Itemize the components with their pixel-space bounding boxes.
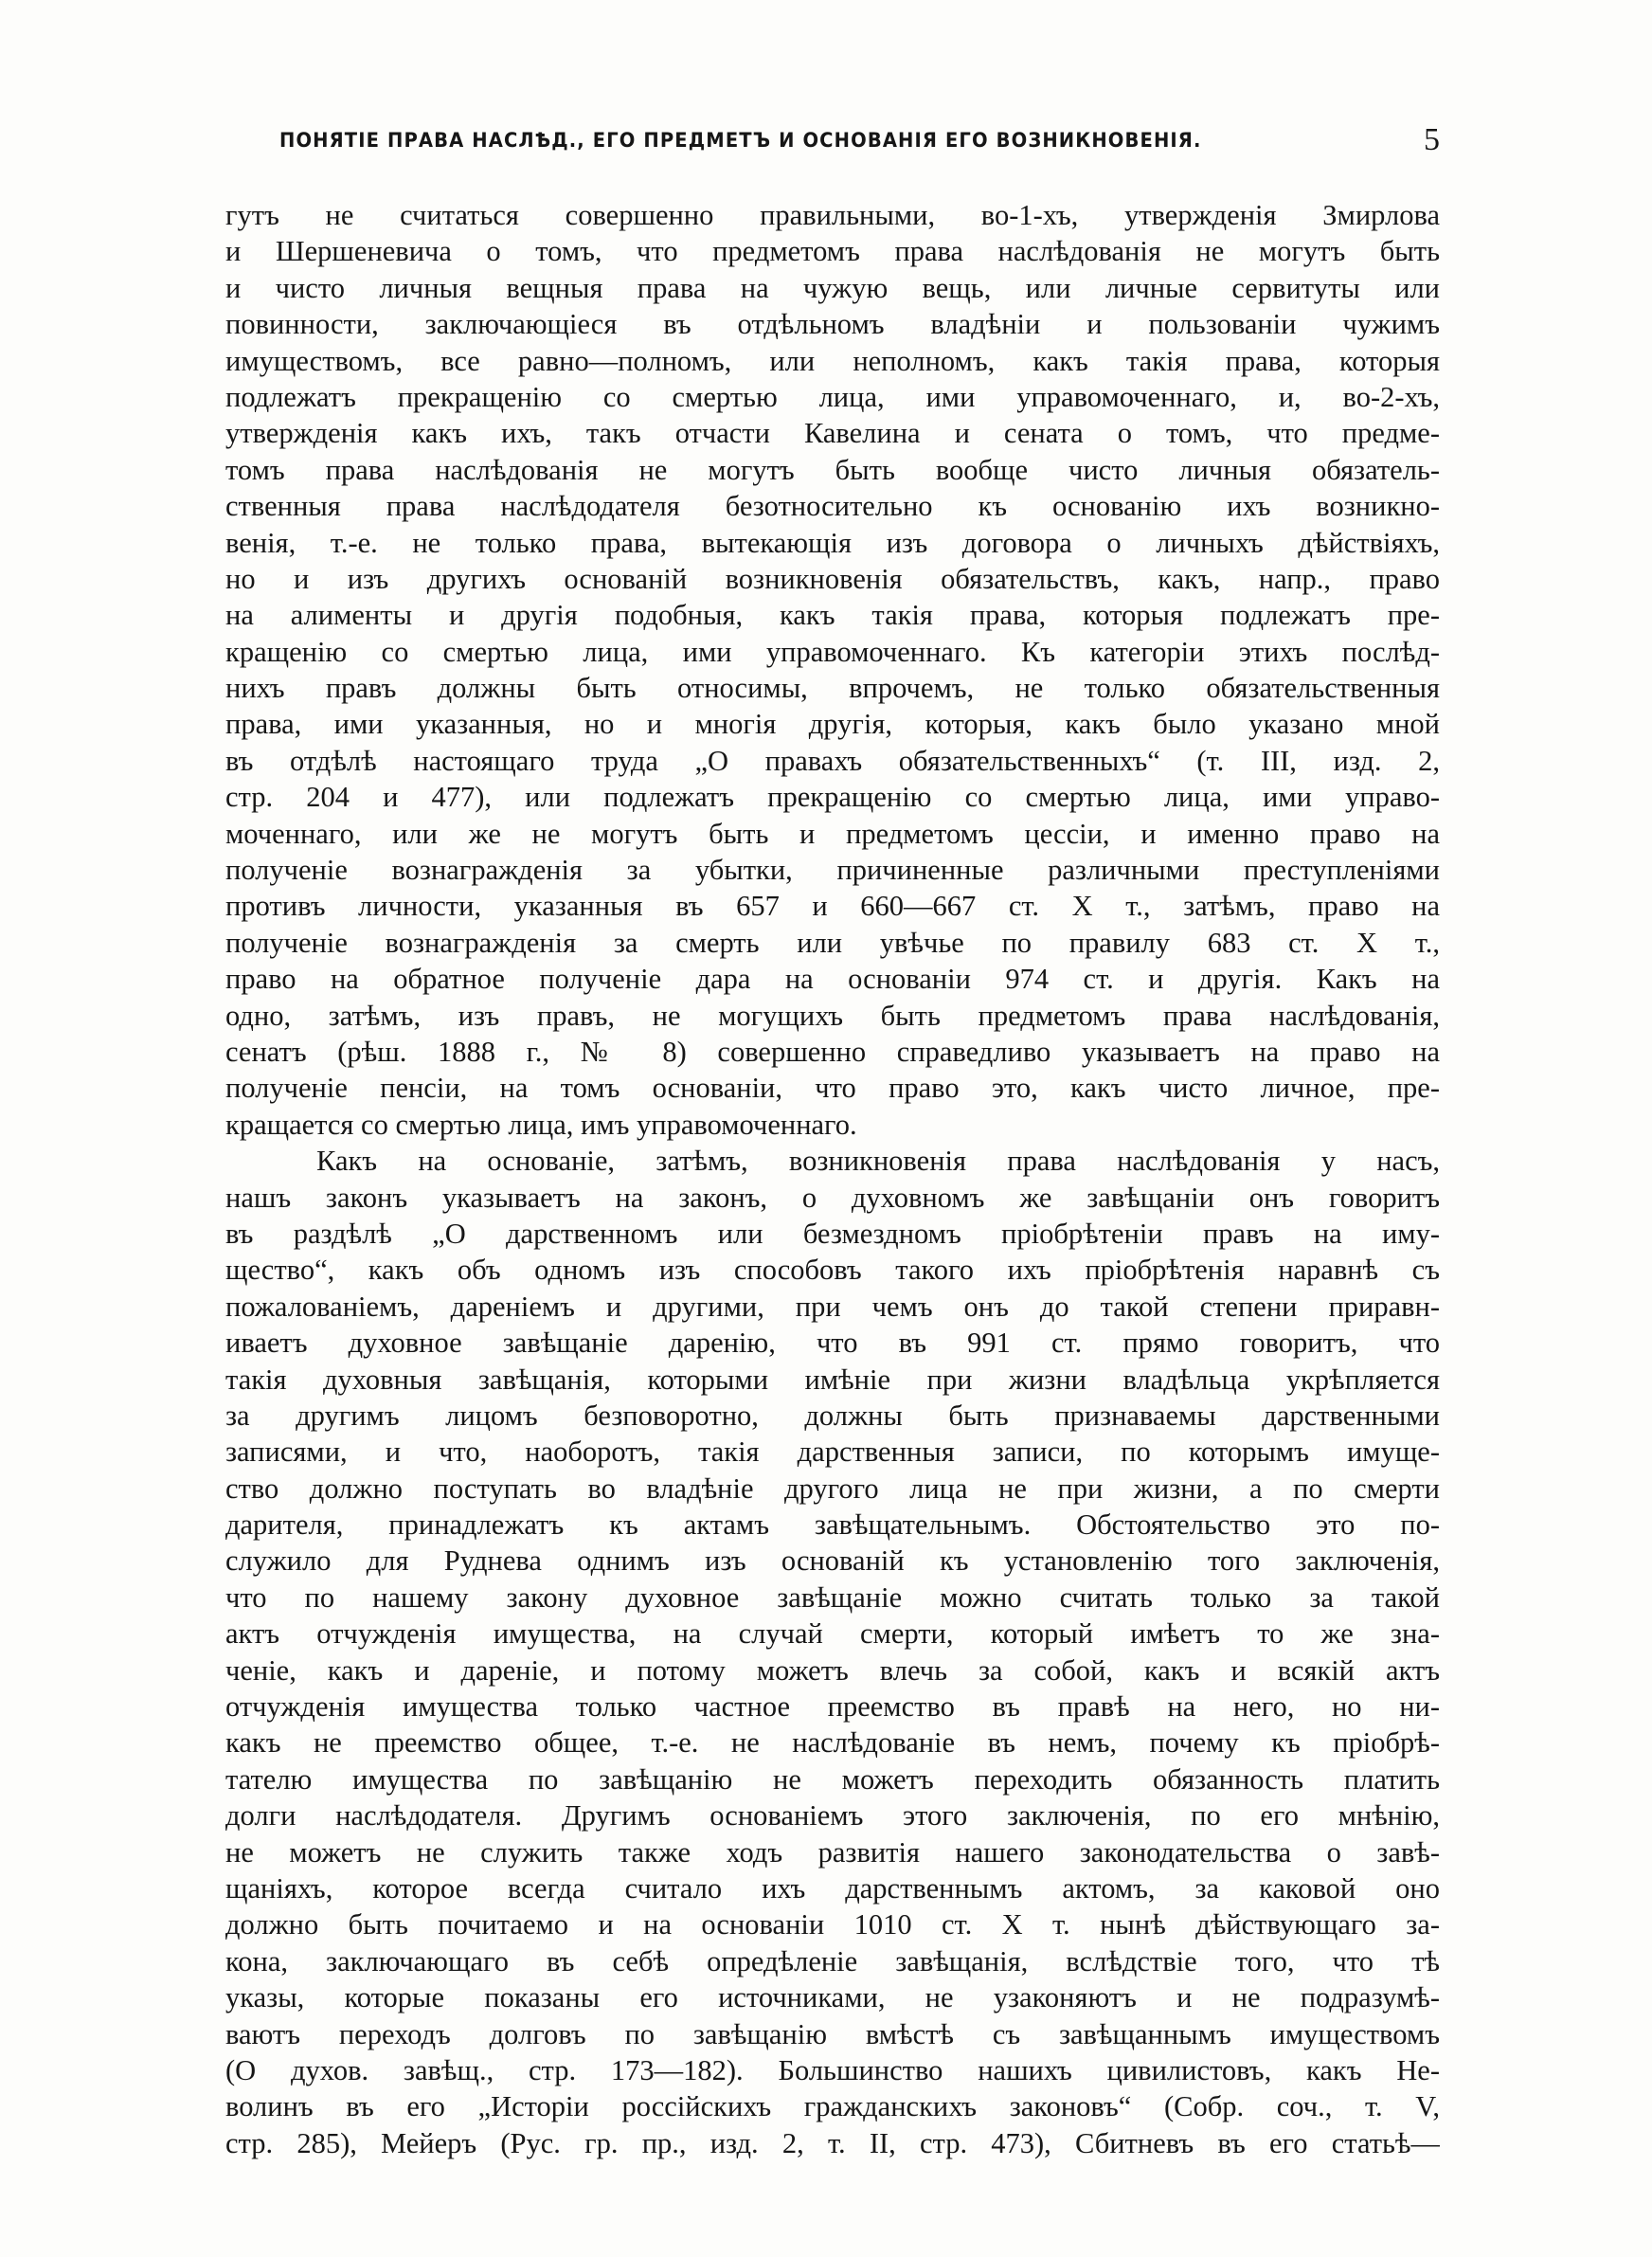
- text-line: подлежатъ прекращенію со смертью лица, ими управомоченнаго, и, во-2-хъ,: [225, 380, 1440, 413]
- text-line: не можетъ не служить также ходъ развитія нашего законодательства о завѣ-: [225, 1835, 1440, 1869]
- running-title: ПОНЯТІЕ ПРАВА НАСЛѢД., ЕГО ПРЕДМЕТЪ И ОСНОВАНІЯ ЕГО ВОЗНИКНОВЕНІЯ.: [279, 129, 1202, 152]
- text-line: должно быть почитаемо и на основаніи 1010 ст. X т. нынѣ дѣйствующаго за-: [225, 1908, 1440, 1941]
- text-line: гутъ не считаться совершенно правильными, во-1-хъ, утвержденія Змирлова: [225, 199, 1440, 231]
- text-line: полученіе вознагражденія за смерть или увѣчье по правилу 683 ст. X т.,: [225, 926, 1440, 959]
- text-line: что по нашему закону духовное завѣщаніе можно считать только за такой: [225, 1580, 1440, 1614]
- text-line: имуществомъ, все равно—полномъ, или неполномъ, какъ такія права, которыя: [225, 344, 1440, 377]
- text-line: стр. 285), Мейеръ (Рус. гр. пр., изд. 2, т. II, стр. 473), Сбитневъ въ его статьѣ—: [225, 2126, 1440, 2159]
- text-line: венія, т.-е. не только права, вытекающія изъ договора о личныхъ дѣйствіяхъ,: [225, 526, 1440, 559]
- text-line: такія духовныя завѣщанія, которыми имѣніе при жизни владѣльца укрѣпляется: [225, 1363, 1440, 1396]
- text-line: пожалованіемъ, дареніемъ и другими, при чемъ онъ до такой степени приравн-: [225, 1290, 1440, 1323]
- text-line: какъ не преемство общее, т.-е. не наслѣдованіе въ немъ, почему къ пріобрѣ-: [225, 1726, 1440, 1760]
- text-line: и Шершеневича о томъ, что предметомъ права наслѣдованія не могутъ быть: [225, 235, 1440, 268]
- text-line: полученіе вознагражденія за убытки, причиненные различными преступленіями: [225, 854, 1440, 887]
- text-line: право на обратное полученіе дара на основаніи 974 ст. и другія. Какъ на: [225, 963, 1440, 996]
- text-line: актъ отчужденія имущества, на случай смерти, который имѣетъ то же зна-: [225, 1617, 1440, 1651]
- text-line: полученіе пенсіи, на томъ основаніи, что право это, какъ чисто личное, пре-: [225, 1072, 1440, 1105]
- text-line: волинъ въ его „Исторіи россійскихъ гражданскихъ законовъ“ (Собр. соч., т. V,: [225, 2090, 1440, 2123]
- text-line: но и изъ другихъ основаній возникновенія обязательствъ, какъ, напр., право: [225, 562, 1440, 595]
- text-line: моченнаго, или же не могутъ быть и предметомъ цессіи, и именно право на: [225, 817, 1440, 850]
- text-line: ваютъ переходъ долговъ по завѣщанію вмѣстѣ съ завѣщаннымъ имуществомъ: [225, 2017, 1440, 2050]
- text-line: указы, которые показаны его источниками, не узаконяютъ и не подразумѣ-: [225, 1981, 1440, 2014]
- text-line: ство должно поступать во владѣніе другого лица не при жизни, а по смерти: [225, 1472, 1440, 1505]
- text-line: повинности, заключающіеся въ отдѣльномъ владѣніи и пользованіи чужимъ: [225, 308, 1440, 341]
- text-line: противъ личности, указанныя въ 657 и 660—667 ст. X т., затѣмъ, право на: [225, 890, 1440, 923]
- text-line: служило для Руднева однимъ изъ основаній къ установленію того заключенія,: [225, 1544, 1440, 1578]
- text-line: стр. 204 и 477), или подлежатъ прекращенію со смертью лица, ими управо-: [225, 781, 1440, 814]
- text-line: томъ права наслѣдованія не могутъ быть вообще чисто личныя обязатель-: [225, 453, 1440, 486]
- text-line: записями, и что, наоборотъ, такія дарственныя записи, по которымъ имуще-: [225, 1435, 1440, 1469]
- body-text: [225, 197, 1440, 2161]
- text-line: кращенію со смертью лица, ими управомоченнаго. Къ категоріи этихъ послѣд-: [225, 635, 1440, 668]
- running-head: [279, 121, 1440, 159]
- text-line: ченіе, какъ и дареніе, и потому можетъ влечь за собой, какъ и всякій актъ: [225, 1653, 1440, 1687]
- text-line: ственныя права наслѣдодателя безотносительно къ основанію ихъ возникно-: [225, 490, 1440, 523]
- text-line: дарителя, принадлежатъ къ актамъ завѣщательнымъ. Обстоятельство это по-: [225, 1508, 1440, 1542]
- text-line: одно, затѣмъ, изъ правъ, не могущихъ быть предметомъ права наслѣдованія,: [225, 999, 1440, 1032]
- text-line: нашъ законъ указываетъ на законъ, о духовномъ же завѣщаніи онъ говоритъ: [225, 1181, 1440, 1214]
- text-line: отчужденія имущества только частное преемство въ правѣ на него, но ни-: [225, 1690, 1440, 1724]
- text-line: утвержденія какъ ихъ, такъ отчасти Кавелина и сената о томъ, что предме-: [225, 417, 1440, 450]
- text-line: иваетъ духовное завѣщаніе даренію, что въ 991 ст. прямо говоритъ, что: [225, 1327, 1440, 1360]
- text-line: права, ими указанныя, но и многія другія, которыя, какъ было указано мной: [225, 708, 1440, 741]
- text-line: въ раздѣлѣ „О дарственномъ или безмездномъ пріобрѣтеніи правъ на иму-: [225, 1217, 1440, 1250]
- text-line: сенатъ (рѣш. 1888 г., № 8) совершенно справедливо указываетъ на право на: [225, 1035, 1440, 1068]
- text-line: за другимъ лицомъ безповоротно, должны быть признаваемы дарственными: [225, 1399, 1440, 1432]
- text-line: тателю имущества по завѣщанію не можетъ переходить обязанность платить: [225, 1762, 1440, 1796]
- text-line: (О духов. завѣщ., стр. 173—182). Большинство нашихъ цивилистовъ, какъ Не-: [225, 2053, 1440, 2086]
- text-line: долги наслѣдодателя. Другимъ основаніемъ этого заключенія, по его мнѣнію,: [225, 1799, 1440, 1833]
- paragraph-last-line: кращается со смертью лица, имъ управомоченнаго.: [225, 1108, 857, 1141]
- text-line: въ отдѣлѣ настоящаго труда „О правахъ обязательственныхъ“ (т. III, изд. 2,: [225, 744, 1440, 777]
- text-line: нихъ правъ должны быть относимы, впрочемъ, не только обязательственныя: [225, 672, 1440, 705]
- text-line: на алименты и другія подобныя, какъ такія права, которыя подлежатъ пре-: [225, 599, 1440, 632]
- paragraph-first-line: Какъ на основаніе, затѣмъ, возникновенія права наслѣдованія у насъ,: [316, 1145, 1440, 1178]
- text-line: и чисто личныя вещныя права на чужую вещь, или личные сервитуты или: [225, 271, 1440, 304]
- text-line: щаніяхъ, которое всегда считало ихъ дарственнымъ актомъ, за каковой оно: [225, 1871, 1440, 1905]
- text-line: кона, заключающаго въ себѣ опредѣленіе завѣщанія, вслѣдствіе того, что тѣ: [225, 1944, 1440, 1977]
- text-line: щество“, какъ объ одномъ изъ способовъ такого ихъ пріобрѣтенія наравнѣ съ: [225, 1254, 1440, 1287]
- page-number: 5: [1424, 122, 1440, 157]
